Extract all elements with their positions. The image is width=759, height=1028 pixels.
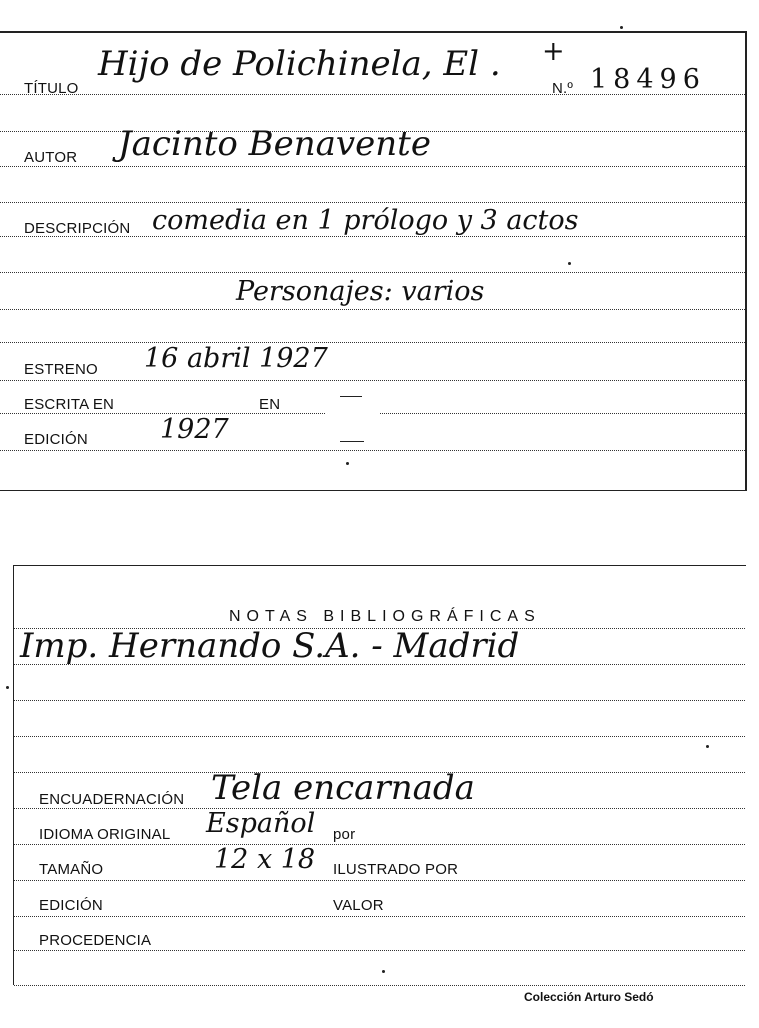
top-card-bottom-border [0, 490, 746, 491]
tamano-value: 12 x 18 [214, 844, 316, 875]
edicion-value: 1927 [160, 414, 229, 445]
bottom-card-top-border [13, 565, 746, 566]
notas-value: Imp. Hernando S.A. - Madrid [20, 626, 520, 666]
ruled-line [14, 985, 745, 986]
collection-footer: Colección Arturo Sedó [524, 990, 654, 1004]
estreno-value: 16 abril 1927 [144, 343, 328, 374]
stray-dot [706, 745, 709, 748]
numero-value: 18496 [590, 64, 706, 95]
ruled-line [0, 202, 745, 203]
encuadernacion-label: ENCUADERNACIÓN [39, 791, 185, 808]
numero-label: N.º [552, 80, 574, 97]
stray-dot [620, 26, 623, 29]
autor-label: AUTOR [24, 149, 78, 166]
titulo-value: Hijo de Polichinela, El . [98, 44, 501, 84]
ruled-line [14, 880, 745, 881]
descripcion-label: DESCRIPCIÓN [24, 220, 131, 237]
ruled-line [0, 166, 745, 167]
idioma-label: IDIOMA ORIGINAL [39, 826, 171, 843]
ruled-line [14, 844, 745, 845]
ruled-line [0, 309, 745, 310]
idioma-value: Español [206, 808, 316, 839]
ruled-line [0, 450, 745, 451]
titulo-label: TÍTULO [24, 80, 79, 97]
stray-dot [6, 686, 9, 689]
estreno-label: ESTRENO [24, 361, 98, 378]
ruled-line [14, 950, 745, 951]
por-label: por [333, 826, 356, 843]
en-label: EN [259, 396, 281, 413]
ilustrado-label: ILUSTRADO POR [333, 861, 459, 878]
edicion-label: EDICIÓN [24, 431, 88, 448]
descripcion-value-2: Personajes: varios [236, 276, 485, 307]
stray-dot [568, 262, 571, 265]
tamano-label: TAMAÑO [39, 861, 104, 878]
encuadernacion-value: Tela encarnada [211, 768, 475, 808]
edicion-label-bottom: EDICIÓN [39, 897, 103, 914]
escrita-en-label: ESCRITA EN [24, 396, 115, 413]
stray-mark [340, 441, 364, 442]
notas-heading: NOTAS BIBLIOGRÁFICAS [229, 608, 541, 625]
descripcion-value: comedia en 1 prólogo y 3 actos [152, 205, 579, 236]
top-card-top-border [0, 31, 746, 33]
numero-mark: + [542, 36, 565, 67]
ruled-line [14, 700, 745, 701]
procedencia-label: PROCEDENCIA [39, 932, 152, 949]
stray-dot [346, 462, 349, 465]
top-card-right-border [745, 31, 747, 491]
stray-dot [382, 970, 385, 973]
ruled-line [14, 736, 745, 737]
ruled-line [0, 342, 745, 343]
ruled-line [0, 380, 745, 381]
ruled-line [14, 808, 745, 809]
ruled-line [14, 916, 745, 917]
stray-mark [340, 396, 362, 397]
ruled-line [0, 272, 745, 273]
valor-label: VALOR [333, 897, 384, 914]
autor-value: Jacinto Benavente [118, 124, 431, 164]
ruled-line [380, 413, 745, 414]
